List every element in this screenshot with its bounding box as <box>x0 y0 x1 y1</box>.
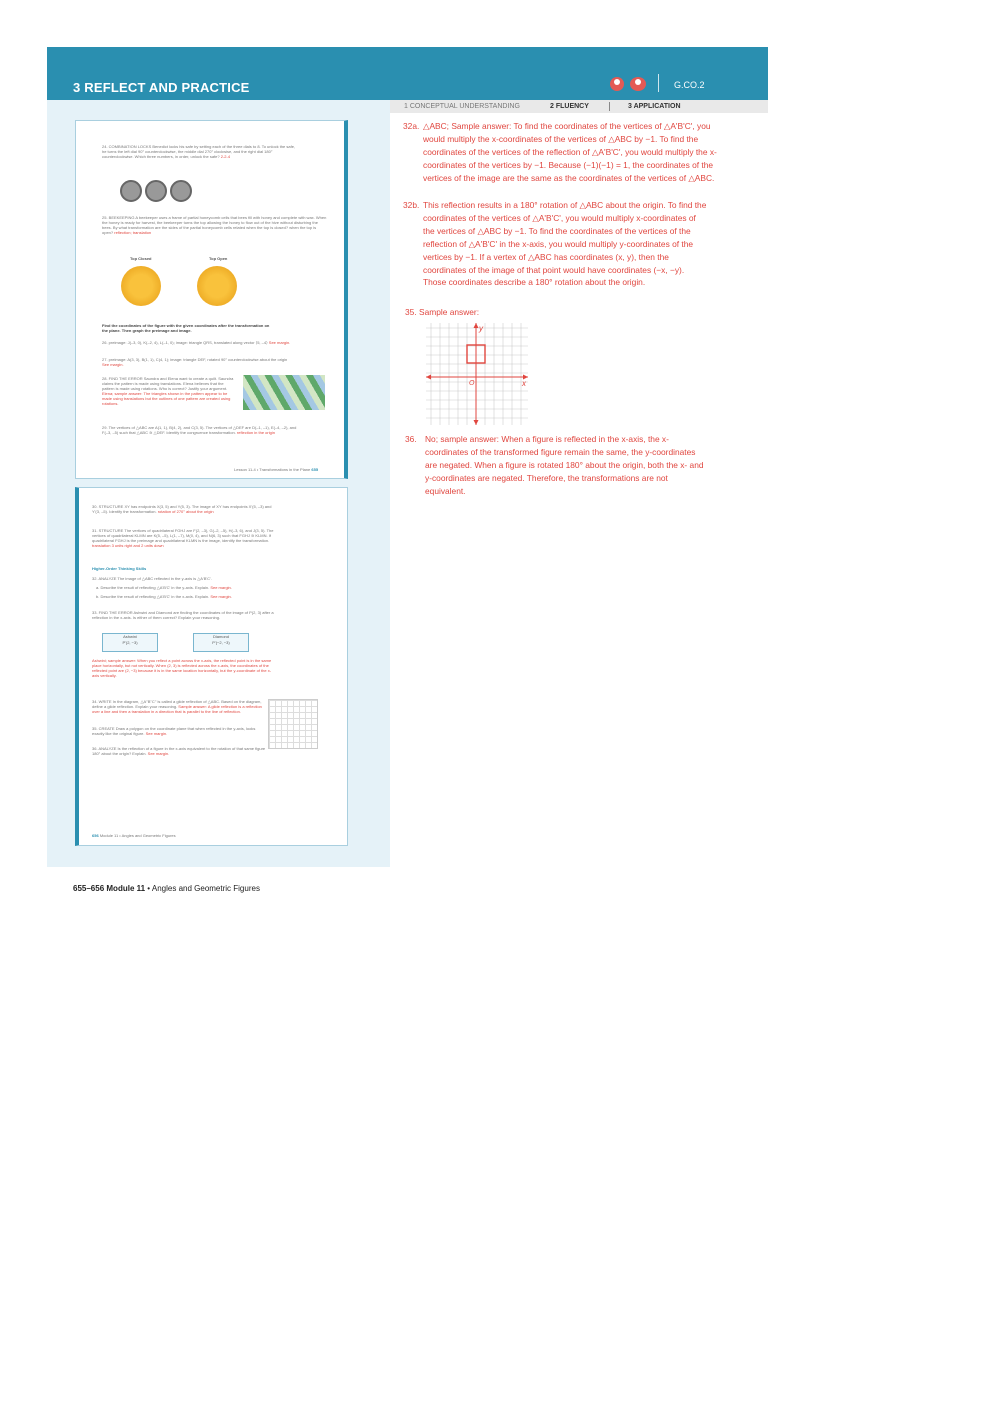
question-32a: a. Describe the result of reflecting △A'B'C' in the y-axis. Explain. See margin. <box>96 585 232 590</box>
combination-dial-middle <box>145 180 167 202</box>
question-29: 29. The vertices of △ABC are A(1, 1), B(4, 2), and C(3, 5). The vertices of △DEF are D(–1, –1), E(–4, –2), and F(–3, –5) such that △ABC ≅ △DEF. Identify the congruence transformation. reflection in the origin <box>102 425 297 435</box>
origin-label: O <box>469 380 475 387</box>
question-33: 33. FIND THE ERROR Ashwini and Diamond are finding the coordinates of the image of P(2, 3) after a reflection in the x-axis. Is either of them correct? Explain your reasoning. <box>92 610 274 620</box>
difficulty-tabs <box>390 100 768 113</box>
student-page-656 <box>75 487 348 846</box>
answer-35: 35. Sample answer: <box>405 307 480 317</box>
diamond-answer-box: Diamond P'(−2, −3) <box>193 633 249 652</box>
tab-fluency[interactable]: 2 FLUENCY <box>550 103 589 110</box>
label-top-closed: Top Closed <box>130 256 152 261</box>
group-students-icon <box>630 77 646 91</box>
y-axis-label: y <box>479 324 483 333</box>
label-top-open: Top Open <box>209 256 228 261</box>
header-divider <box>658 74 659 92</box>
answer-32b: 32b. This reflection results in a 180° rotation of △ABC about the origin. To find the coordinates of the vertices of △A'B'C', you would multiply x-coordinates of the vertices of △ABC by −1. To find the coordinates of the vertices of the reflection of △A'B'C' in the x-axis, you would multiply y-coordinates of the vertices by −1. If a vertex of △ABC has coordinates (x, y), then the coordinates of the image of that point would have coordinates (−x, −y). Those coordinates describe a 180° rotation about the origin. <box>403 200 707 288</box>
question-28: 28. FIND THE ERROR Saundra and Elena want to create a quilt. Saundra claims the pattern is made using translations. Elena believes that the pattern is made using rotations. Who is correct? Justify your argument. Elena; sample answer: The triangles shown in the pattern appear to be made using translations but the outlines of one pattern are created using rotations. <box>102 376 234 406</box>
answer-36: 36. No; sample answer: When a figure is reflected in the x-axis, the x-coordinates of the transformed figure remain the same, the y-coordinates are negated. When a figure is rotated 180° about the origin, both the x- and y-coordinates are negated. Therefore, the transformations are not equivalent. <box>405 434 704 496</box>
question-36: 36. ANALYZE Is the reflection of a figure in the x-axis equivalent to the rotation of that same figure 180° about the origin? Explain. See margin. <box>92 746 266 756</box>
combination-dial-right <box>170 180 192 202</box>
combination-dial-left <box>120 180 142 202</box>
section-header <box>47 47 768 100</box>
section-title: 3 REFLECT AND PRACTICE <box>73 80 250 95</box>
x-axis-label: x <box>522 379 526 388</box>
tab-application[interactable]: 3 APPLICATION <box>628 103 681 110</box>
instructions: Find the coordinates of the figure with the given coordinates after the transformation on the plane. Then graph the preimage and image. <box>102 323 270 333</box>
ashwini-answer-box: Ashwini P'(2, −3) <box>102 633 158 652</box>
honeycomb-open-image <box>197 266 237 306</box>
hots-heading: Higher-Order Thinking Skills <box>92 566 147 571</box>
page-footer-656: 656 Module 11 • Angles and Geometric Figures <box>92 833 176 838</box>
question-31: 31. STRUCTURE The vertices of quadrilateral FGHJ are F(2, –3), G(–2, –5), H(–3, 6), and J(3, 5). The vertices of quadrilateral KLMN are K(5, –5), L(1, –7), M(0, 4), and N(6, 3) such that FGHJ ≅ KLMN. If quadrilateral FGHJ is the preimage and quadrilateral KLMN is the image, identify the transformation. translation 3 units right and 2 units down <box>92 528 274 548</box>
question-27: 27. preimage: A(3, 3), B(1, 1), C(4, 1); image: triangle DEF, rotated 90° counterclockwise about the origin See margin. <box>102 357 288 367</box>
question-24: 24. COMBINATION LOCKS Benedict locks his safe by setting each of the three dials to 8. To unlock the safe, he turns the left dial 90° counterclockwise, the middle dial 270° clockwise, and the right dial 180° counterclockwise. Which three numbers, in order, unlock the safe? 2-2-4 <box>102 144 296 159</box>
tab-divider <box>609 102 610 111</box>
honeycomb-closed-image <box>121 266 161 306</box>
question-35: 35. CREATE Draw a polygon on the coordinate plane that when reflected in the y-axis, looks exactly like the original figure. See margin. <box>92 726 256 736</box>
page-footer: 655–656 Module 11 • Angles and Geometric Figures <box>73 884 260 893</box>
question-33-answer: Ashwini; sample answer: When you reflect a point across the x-axis, the reflected point is in the same place horizontally, but not vertically. When (2, 3) is reflected across the x-axis, the coordinates of the reflected point are (2, −3) because it is in the same location horizontally, but the y-coordinate of the x-axis vertically. <box>92 658 272 678</box>
single-student-icon <box>610 77 624 91</box>
quilt-pattern-image <box>243 375 325 410</box>
answer-35-graph <box>426 323 528 425</box>
tab-conceptual-understanding[interactable]: 1 CONCEPTUAL UNDERSTANDING <box>404 103 520 110</box>
question-30: 30. STRUCTURE XY has endpoints X(3, 5) and Y(5, 3). The image of XY has endpoints X'(5, –3) and Y'(3, –5). Identify the transformation. rotation of 270° about the origin <box>92 504 272 514</box>
question-26: 26. preimage: J(–3, 0), K(–2, 4), L(–1, 0); image: triangle QRS, translated along vector ⟨5, –4⟩ See margin. <box>102 340 291 345</box>
page-footer-655: Lesson 11-4 • Transformations in the Plane 655 <box>234 467 319 472</box>
question-32b: b. Describe the result of reflecting △A'B'C' in the x-axis. Explain. See margin. <box>96 594 232 599</box>
question-32: 32. ANALYZE The image of △ABC reflected in the y-axis is △A'B'C'. <box>92 576 212 581</box>
answer-32a: 32a. △ABC; Sample answer: To find the coordinates of the vertices of △A'B'C', you would multiply the x-coordinates of the vertices of △ABC by −1. To find the coordinates of the vertices of the reflection of △A'B'C', you would multiply the x-coordinates of the vertices by −1. Because (−1)(−1) = 1, the coordinates of the vertices of the image are the same as the coordinates of the vertices of △ABC. <box>403 121 717 183</box>
question-34: 34. WRITE In the diagram, △A''B''C'' is called a glide reflection of △ABC. Based on the diagram, define a glide reflection. Explain your reasoning. Sample answer: A glide reflection is a reflection over a line and then a translation in a direction that is parallel to the line of reflection. <box>92 699 262 714</box>
standard-code: G.CO.2 <box>674 80 705 90</box>
question-25: 25. BEEKEEPING A beekeeper uses a frame of partial honeycomb cells that bees fill with honey and complete with wax. When the honey is ready for harvest, the beekeeper turns the top allowing the honey to flow out of the hive without disturbing the bees. By what transformation are the sides of the partial honeycomb cells related when the top is closed? when the top is open? reflection; translation <box>102 215 327 235</box>
glide-reflection-diagram <box>268 699 318 749</box>
